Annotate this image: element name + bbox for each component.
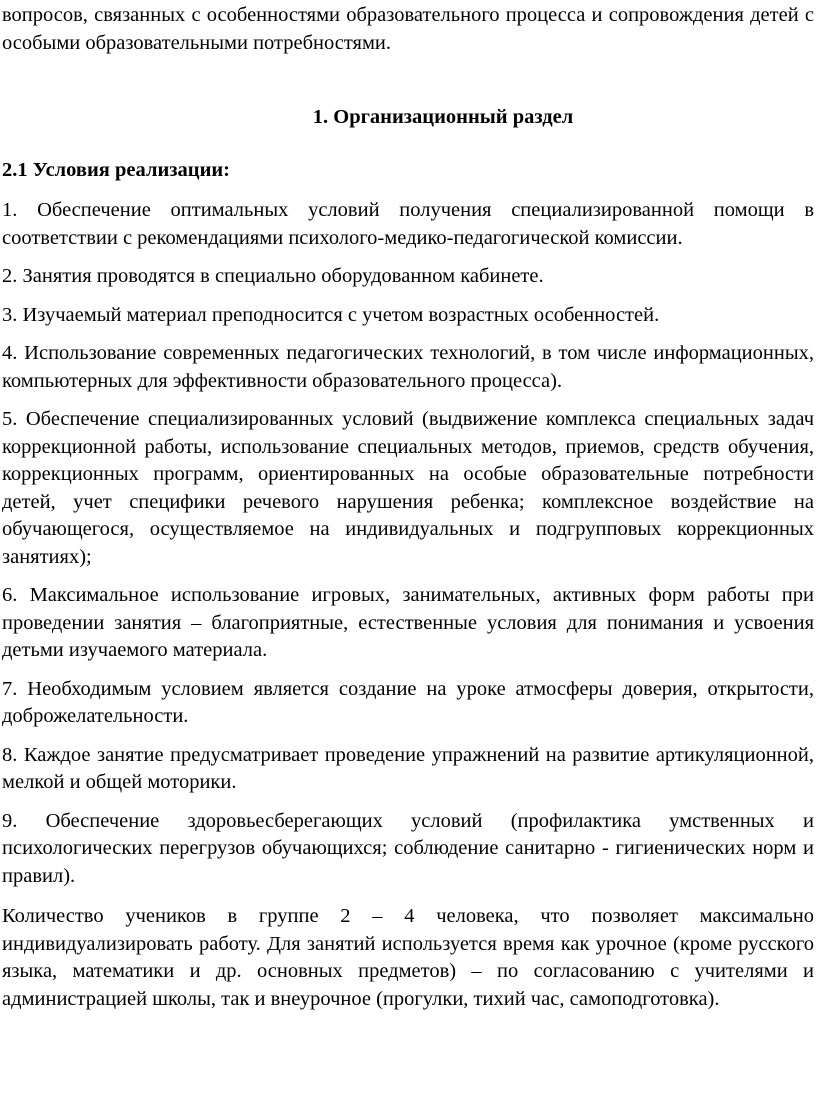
list-item-9: 9. Обеспечение здоровьесберегающих условий (профилактика умственных и психологических перегрузов обучающихся; соблюдение санитарно - гигиенических норм и правил).: [2, 809, 814, 887]
section-heading: 1. Организационный раздел: [312, 106, 574, 128]
list-item-6: 6. Максимальное использование игровых, занимательных, активных форм работы при проведении занятия – благоприятные, естественные условия для понимания и усвоения детьми изучаемого материала.: [2, 584, 814, 661]
list-item-3: 3. Изучаемый материал преподносится с учетом возрастных особенностей.: [2, 303, 660, 326]
list-item-8: 8. Каждое занятие предусматривает проведение упражнений на развитие артикуляционной, мелкой и общей моторики.: [2, 743, 814, 793]
list-item-7: 7. Необходимым условием является создание на уроке атмосферы доверия, открытости, доброжелательности.: [2, 677, 814, 727]
subsection-heading: 2.1 Условия реализации:: [2, 158, 231, 181]
list-item-1: 1. Обеспечение оптимальных условий получения специализированной помощи в соответствии с рекомендациями психолого-медико-педагогической комиссии.: [2, 199, 814, 249]
list-item-5: 5. Обеспечение специализированных условий (выдвижение комплекса специальных задач коррекционной работы, использование специальных методов, приемов, средств обучения, коррекционных программ, ориентированных на особые образовательные потребности детей, учет специфики речевого нарушения ребенка; комплексное воздействие на обучающегося, осуществляемое на индивидуальных и подгрупповых коррекционных занятиях);: [2, 408, 814, 568]
list-item-2: 2. Занятия проводятся в специально оборудованном кабинете.: [2, 265, 544, 287]
closing-paragraph: Количество учеников в группе 2 – 4 человека, что позволяет максимально индивидуализировать работу. Для занятий используется время как урочное (кроме русского языка, математики и др. основных предметов) – по согласованию с учителями и администрацией школы, так и внеурочное (прогулки, тихий час, самоподготовка).: [2, 905, 814, 1010]
intro-paragraph: вопросов, связанных с особенностями образовательного процесса и сопровождения детей с особыми образовательными потребностями.: [2, 4, 814, 54]
list-item-4: 4. Использование современных педагогических технологий, в том числе информационных, компьютерных для эффективности образовательного процесса).: [2, 342, 814, 392]
